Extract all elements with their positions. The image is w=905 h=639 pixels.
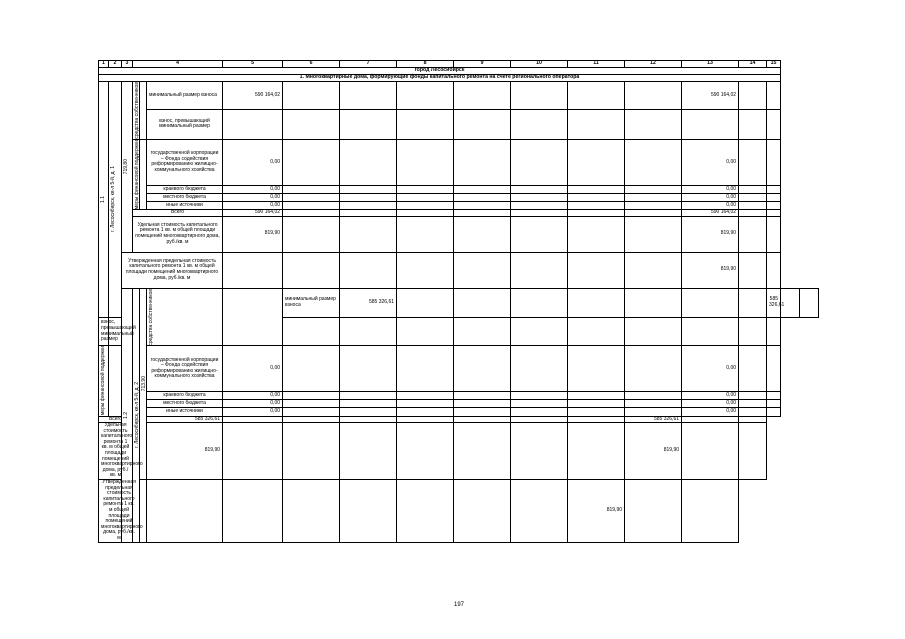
value-cell: 0,00 <box>223 392 283 400</box>
col-number: 3 <box>122 61 133 68</box>
table-row <box>99 216 819 252</box>
value-cell: 585 326,61 <box>767 288 781 317</box>
value-cell: 0,00 <box>223 185 283 193</box>
value-cell: 819,90 <box>682 216 739 252</box>
section-row <box>99 75 819 82</box>
row-label: государственной корпорации – Фонда содействия реформированию жилищно-коммунального хозяйства <box>147 346 223 392</box>
table-row <box>99 346 819 392</box>
row-label: краевого бюджета <box>147 392 223 400</box>
col-number: 15 <box>767 61 781 68</box>
table-row <box>99 480 819 543</box>
col-number: 5 <box>223 61 283 68</box>
col-number: 13 <box>682 61 739 68</box>
table-row <box>99 392 819 400</box>
house-address: г. Лесосибирск, кв-л 5-й, д. 2 <box>133 288 140 542</box>
value-cell: 0,00 <box>682 400 739 408</box>
row-label: государственной корпорации – Фонда содействия реформированию жилищно-коммунального хозяйства <box>147 139 223 185</box>
value-cell: 585 326,61 <box>147 416 223 423</box>
col-number: 9 <box>454 61 511 68</box>
value-cell: 0,00 <box>682 185 739 193</box>
value-cell: 0,00 <box>223 139 283 185</box>
support-group-label: меры финансовой поддержки <box>134 139 140 209</box>
value-cell: 819,90 <box>625 423 682 480</box>
value-cell: 819,90 <box>147 423 223 480</box>
value-cell: 819,90 <box>682 252 739 288</box>
row-label: Утвержденная предельная стоимость капитального ремонта 1 кв. м общей площади помещений многоквартирного дома, руб./кв. м <box>122 252 223 288</box>
row-label: иные источники <box>147 201 223 209</box>
value-cell: 0,00 <box>682 201 739 209</box>
value-cell: 590 164,02 <box>223 209 283 216</box>
table-row <box>99 193 819 201</box>
value-cell: 0,00 <box>223 193 283 201</box>
col-number: 11 <box>568 61 625 68</box>
table-row <box>99 416 819 423</box>
row-label: местного бюджета <box>147 400 223 408</box>
row-label: Удельная стоимость капитального ремонта 1 кв. м общей площади помещений многоквартирного дома, руб./кв. м <box>99 423 133 480</box>
value-cell: 0,00 <box>223 408 283 416</box>
row-label: Утвержденная предельная стоимость капитального ремонта 1 кв. м общей площади помещений многоквартирного дома, руб./кв. м <box>99 480 140 543</box>
col-number: 7 <box>340 61 397 68</box>
value-cell: 0,00 <box>682 408 739 416</box>
house-number: 1.2 <box>122 288 133 542</box>
value-cell: 585 326,61 <box>625 416 682 423</box>
page-number: 197 <box>453 602 464 608</box>
table-row <box>99 110 819 140</box>
row-label: Удельная стоимость капитального ремонта 1 кв. м общей площади помещений многоквартирного дома, руб./кв. м <box>133 216 223 252</box>
table-row <box>99 408 819 416</box>
value-cell: 590 164,02 <box>223 82 283 110</box>
value-cell: 0,00 <box>223 400 283 408</box>
row-label: Всего <box>133 209 223 216</box>
row-label: иные источники <box>147 408 223 416</box>
value-cell: 0,00 <box>682 139 739 185</box>
value-cell: 585 326,61 <box>340 288 397 317</box>
value-cell: 0,00 <box>682 392 739 400</box>
table-row <box>99 288 819 317</box>
row-label: взнос, превышающий минимальный размер <box>99 317 109 346</box>
value-cell: 0,00 <box>682 346 739 392</box>
table-row <box>99 82 819 110</box>
col-number: 4 <box>133 61 223 68</box>
table-row <box>99 423 819 480</box>
table-row <box>99 252 819 288</box>
row-label: краевого бюджета <box>147 185 223 193</box>
table-row <box>99 139 819 185</box>
col-number: 1 <box>99 61 109 68</box>
value-cell: 0,00 <box>223 201 283 209</box>
section-title: 1. Многоквартирные дома, формирующие фонды капитального ремонта на счете регионального оператора <box>99 75 781 82</box>
row-label: взнос, превышающий минимальный размер <box>147 110 223 140</box>
value-cell: 590 164,02 <box>682 209 739 216</box>
col-number: 14 <box>739 61 767 68</box>
col-number: 2 <box>109 61 122 68</box>
value-cell: 590 164,02 <box>682 82 739 110</box>
col-number: 10 <box>511 61 568 68</box>
support-group-label: меры финансовой поддержки <box>99 346 109 416</box>
cost-table-sheet <box>98 60 819 543</box>
row-label: Всего <box>99 416 133 423</box>
house-area: 713,90 <box>140 288 147 479</box>
row-label: минимальный размер взноса <box>283 288 340 317</box>
table-row <box>99 400 819 408</box>
house-address: г. Лесосибирск, кв-л 5-й, д. 1 <box>109 82 122 318</box>
house-number: 1.1 <box>99 82 109 318</box>
table-row <box>99 209 819 216</box>
col-number: 8 <box>397 61 454 68</box>
house-area: 719,80 <box>122 82 133 253</box>
city-name: город Лесосибирск <box>99 68 781 75</box>
row-label: местного бюджета <box>147 193 223 201</box>
value-cell: 819,90 <box>223 216 283 252</box>
value-cell: 819,90 <box>568 480 625 543</box>
sources-group-label: средства собственников <box>147 288 223 346</box>
sources-group-label: средства собственников <box>134 82 140 139</box>
col-number: 12 <box>625 61 682 68</box>
capital-repair-table <box>98 60 819 543</box>
row-label: минимальный размер взноса <box>147 82 223 110</box>
value-cell: 0,00 <box>682 193 739 201</box>
col-number: 6 <box>283 61 340 68</box>
value-cell: 0,00 <box>223 346 283 392</box>
table-row <box>99 185 819 193</box>
